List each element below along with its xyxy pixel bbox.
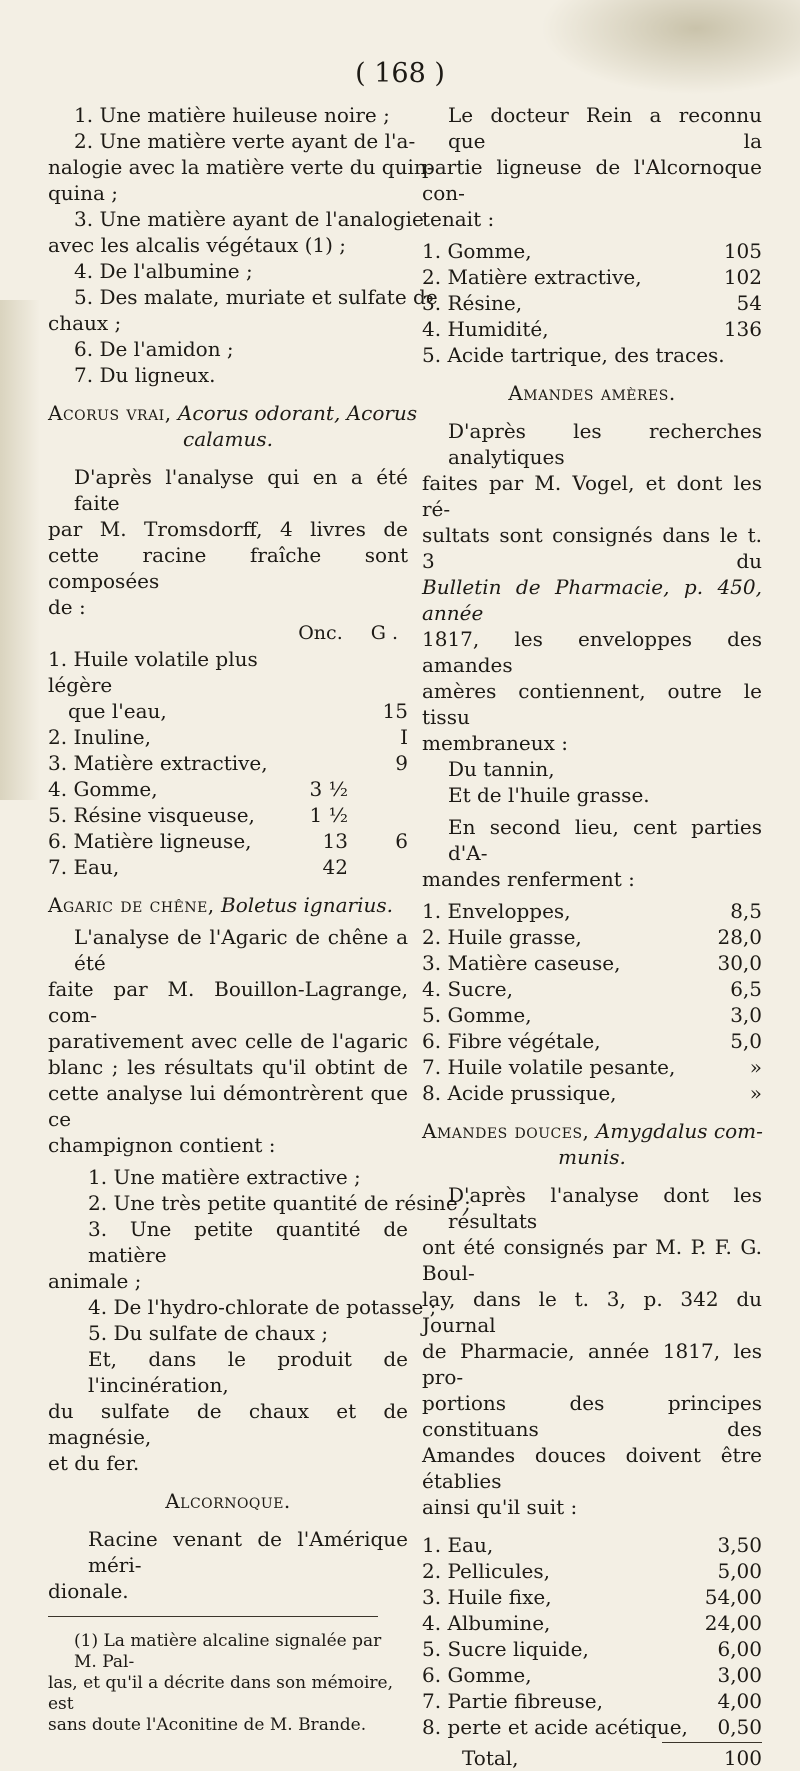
row-label: 5. Sucre liquide, <box>422 1637 589 1661</box>
alcornoque-table <box>422 238 762 368</box>
table-row <box>422 1584 762 1610</box>
list-item: avec les alcalis végétaux (1) ; <box>48 233 347 257</box>
paragraph-line: du sulfate de chaux et de magnésie, <box>48 1399 408 1449</box>
row-label: 2. Matière extractive, <box>422 265 642 289</box>
section-heading-alcornoque: Alcornoque. <box>165 1489 291 1513</box>
list-item: 6. De l'amidon ; <box>74 337 234 361</box>
row-label: 7. Huile volatile pesante, <box>422 1055 676 1079</box>
paragraph-line: dionale. <box>48 1579 129 1603</box>
row-values <box>288 776 408 802</box>
row-label: 7. Eau, <box>48 855 120 879</box>
heading-text: Agaric de chêne, <box>48 893 215 917</box>
row-label: 1. Enveloppes, <box>422 899 571 923</box>
paragraph-line: D'après les recherches analytiques <box>448 419 762 469</box>
paragraph-line: champignon contient : <box>48 1133 276 1157</box>
row-label: 6. Gomme, <box>422 1663 532 1687</box>
row-value: 4,00 <box>717 1689 762 1713</box>
footnote-divider <box>48 1616 378 1617</box>
list-item: 4. De l'hydro-chlorate de potasse ; <box>88 1295 437 1319</box>
table-row <box>422 1080 762 1106</box>
heading-latin: Amygdalus com- <box>589 1119 763 1143</box>
row-value: 30,0 <box>717 951 762 975</box>
row-label: 3. Matière caseuse, <box>422 951 621 975</box>
list-item: quina ; <box>48 181 118 205</box>
list-item: Et de l'huile grasse. <box>448 783 650 807</box>
row-label: 3. Matière extractive, <box>48 751 268 775</box>
paragraph-line: de : <box>48 595 86 619</box>
paragraph-line: mandes renferment : <box>422 867 635 891</box>
paragraph-line: En second lieu, cent parties d'A- <box>448 815 762 865</box>
heading-latin: Acorus odorant, Acorus <box>171 401 418 425</box>
section-heading-acorus <box>48 400 418 426</box>
paragraph-line: amères contiennent, outre le tissu <box>422 679 762 729</box>
row-value: 3,0 <box>730 1003 762 1027</box>
row-value: 6,5 <box>730 977 762 1001</box>
value-onces: 13 <box>322 829 348 853</box>
row-label: 6. Fibre végétale, <box>422 1029 601 1053</box>
row-label: 2. Inuline, <box>48 725 151 749</box>
row-value: 3,00 <box>717 1663 762 1687</box>
row-value: 0,50 <box>717 1715 762 1739</box>
amandes-douces-table <box>422 1532 762 1740</box>
paragraph-line: faite par M. Bouillon-Lagrange, com- <box>48 977 408 1027</box>
row-value: 28,0 <box>717 925 762 949</box>
paragraph-line: tenait : <box>422 207 495 231</box>
footnote-line: sans doute l'Aconitine de M. Brande. <box>48 1715 367 1735</box>
table-row <box>48 802 408 828</box>
row-values <box>288 750 408 776</box>
paragraph-line: par M. Tromsdorff, 4 livres de <box>48 517 408 541</box>
page-number: ( 168 ) <box>355 58 445 89</box>
paragraph-line: faites par M. Vogel, et dont les ré- <box>422 471 762 521</box>
table-row <box>422 950 762 976</box>
paragraph-line: 1817, les enveloppes des amandes <box>422 627 762 677</box>
footnote-line: (1) La matière alcaline signalée par M. Pal- <box>74 1631 382 1672</box>
table-row <box>48 646 408 698</box>
footnote-line: las, et qu'il a décrite dans son mémoire, est <box>48 1673 394 1714</box>
row-label: 4. Sucre, <box>422 977 513 1001</box>
heading-text: Acorus vrai, <box>48 401 172 425</box>
paragraph-line: sultats sont consignés dans le t. 3 du <box>422 523 762 573</box>
row-label: 7. Partie fibreuse, <box>422 1689 603 1713</box>
value-gros: 9 <box>395 751 408 775</box>
paragraph-line: Le docteur Rein a reconnu que la <box>448 103 762 153</box>
row-value: 24,00 <box>704 1611 762 1635</box>
row-label: 2. Pellicules, <box>422 1559 550 1583</box>
table-units-header <box>48 620 408 646</box>
row-label: 1. Huile volatile plus légère <box>48 647 258 697</box>
table-row <box>48 776 408 802</box>
list-item: 7. Du ligneux. <box>74 363 216 387</box>
paragraph-line: D'après l'analyse qui en a été faite <box>74 465 408 515</box>
list-item: 4. De l'albumine ; <box>74 259 253 283</box>
table-row <box>422 264 762 290</box>
row-value: 5,0 <box>730 1029 762 1053</box>
row-values <box>300 646 408 698</box>
acorus-table <box>48 646 408 880</box>
table-row <box>422 1714 762 1740</box>
table-row <box>48 854 408 880</box>
row-label: 3. Huile fixe, <box>422 1585 552 1609</box>
list-item: 5. Des malate, muriate et sulfate de <box>74 285 438 309</box>
paper-stain-left <box>0 300 40 800</box>
value-onces: 1 ½ <box>309 803 348 827</box>
heading-latin-cont: munis. <box>558 1145 626 1169</box>
row-values <box>288 828 408 854</box>
row-value: 6,00 <box>717 1637 762 1661</box>
table-row <box>422 1636 762 1662</box>
row-label: 5. Acide tartrique, des traces. <box>422 343 725 367</box>
section-heading-amandes-ameres: Amandes amères. <box>508 381 676 405</box>
row-values <box>288 724 408 750</box>
heading-text: Amandes douces, <box>422 1119 590 1143</box>
row-label: 5. Gomme, <box>422 1003 532 1027</box>
table-row <box>48 750 408 776</box>
paragraph-line: Et, dans le produit de l'incinération, <box>88 1347 408 1397</box>
row-value: 8,5 <box>730 899 762 923</box>
paragraph-line: L'analyse de l'Agaric de chêne a été <box>74 925 408 975</box>
list-item: animale ; <box>48 1269 142 1293</box>
paragraph-line: cette racine fraîche sont composées <box>48 543 408 593</box>
list-item: Du tannin, <box>448 757 555 781</box>
row-label: 8. Acide prussique, <box>422 1081 617 1105</box>
paragraph-line: cette analyse lui démontrèrent que ce <box>48 1081 408 1131</box>
row-values <box>288 802 408 828</box>
list-item: 5. Du sulfate de chaux ; <box>88 1321 329 1345</box>
row-label: 1. Eau, <box>422 1533 494 1557</box>
table-row <box>422 342 762 368</box>
value-onces: 42 <box>322 855 348 879</box>
table-row <box>422 898 762 924</box>
table-row <box>422 1688 762 1714</box>
table-row <box>48 828 408 854</box>
row-label: 4. Albumine, <box>422 1611 551 1635</box>
row-label: 6. Matière ligneuse, <box>48 829 252 853</box>
table-row <box>422 1028 762 1054</box>
row-label: 2. Huile grasse, <box>422 925 582 949</box>
list-item: nalogie avec la matière verte du quin- <box>48 155 434 179</box>
row-value: » <box>749 1081 762 1105</box>
paragraph-line: partie ligneuse de l'Alcornoque con- <box>422 155 762 205</box>
row-label: 4. Gomme, <box>48 777 158 801</box>
row-value: 54 <box>736 291 762 315</box>
row-values <box>288 854 408 880</box>
list-item: 1. Une matière extractive ; <box>88 1165 361 1189</box>
unit-onces: Onc. <box>298 622 343 644</box>
paragraph-line: D'après l'analyse dont les résultats <box>448 1183 762 1233</box>
table-row <box>422 976 762 1002</box>
table-row <box>422 290 762 316</box>
row-label: 8. perte et acide acétique, <box>422 1715 688 1739</box>
value-gros: 6 <box>395 829 408 853</box>
table-row <box>422 1002 762 1028</box>
paragraph-line: et du fer. <box>48 1451 140 1475</box>
right-column <box>422 102 762 1771</box>
total-label: Total, <box>462 1746 519 1770</box>
amandes-ameres-table <box>422 898 762 1106</box>
paragraph-line: Racine venant de l'Amérique méri- <box>88 1527 408 1577</box>
paragraph-line: de Pharmacie, année 1817, les pro- <box>422 1339 762 1389</box>
row-label: 5. Résine visqueuse, <box>48 803 255 827</box>
total-divider <box>662 1742 762 1743</box>
row-label: 4. Humidité, <box>422 317 549 341</box>
list-item: 3. Une petite quantité de matière <box>88 1217 408 1267</box>
table-row <box>48 724 408 750</box>
row-label: 1. Gomme, <box>422 239 532 263</box>
row-value: 136 <box>723 317 762 341</box>
list-item: 3. Une matière ayant de l'analogie <box>74 207 424 231</box>
table-row <box>422 1532 762 1558</box>
list-item: 1. Une matière huileuse noire ; <box>74 103 390 127</box>
paragraph-line: Bulletin de Pharmacie, p. 450, année <box>422 575 762 625</box>
table-row <box>422 238 762 264</box>
section-heading-agaric <box>48 892 408 918</box>
table-row <box>422 316 762 342</box>
row-value: 5,00 <box>717 1559 762 1583</box>
table-row <box>422 1662 762 1688</box>
paragraph-line: lay, dans le t. 3, p. 342 du Journal <box>422 1287 762 1337</box>
paragraph-line: portions des principes constituans des <box>422 1391 762 1441</box>
paragraph-line: membraneux : <box>422 731 569 755</box>
table-row <box>48 698 408 724</box>
list-item: 2. Une très petite quantité de résine ; <box>88 1191 471 1215</box>
row-value: » <box>749 1055 762 1079</box>
paragraph-line: blanc ; les résultats qu'il obtint de <box>48 1055 408 1079</box>
row-values <box>288 698 408 724</box>
paragraph-line: parativement avec celle de l'agaric <box>48 1029 408 1053</box>
table-row <box>422 924 762 950</box>
paragraph-line: ainsi qu'il suit : <box>422 1495 578 1519</box>
list-item: chaux ; <box>48 311 122 335</box>
table-row <box>422 1558 762 1584</box>
value-gros: I <box>400 725 408 749</box>
total-row <box>422 1745 762 1771</box>
row-label: 3. Résine, <box>422 291 523 315</box>
total-value: 100 <box>723 1746 762 1770</box>
row-value: 3,50 <box>717 1533 762 1557</box>
table-row <box>422 1610 762 1636</box>
value-gros: 15 <box>382 699 408 723</box>
value-onces: 3 ½ <box>309 777 348 801</box>
paragraph-line: ont été consignés par M. P. F. G. Boul- <box>422 1235 762 1285</box>
section-heading-amandes-douces <box>422 1118 762 1144</box>
heading-latin: Boletus ignarius. <box>214 893 393 917</box>
row-value: 105 <box>723 239 762 263</box>
row-value: 54,00 <box>704 1585 762 1609</box>
row-label: que l'eau, <box>68 699 167 723</box>
list-item: 2. Une matière verte ayant de l'a- <box>74 129 416 153</box>
row-value: 102 <box>723 265 762 289</box>
paragraph-line: Amandes douces doivent être établies <box>422 1443 762 1493</box>
heading-latin-cont: calamus. <box>183 427 273 451</box>
unit-gros: G . <box>370 622 398 644</box>
table-row <box>422 1054 762 1080</box>
